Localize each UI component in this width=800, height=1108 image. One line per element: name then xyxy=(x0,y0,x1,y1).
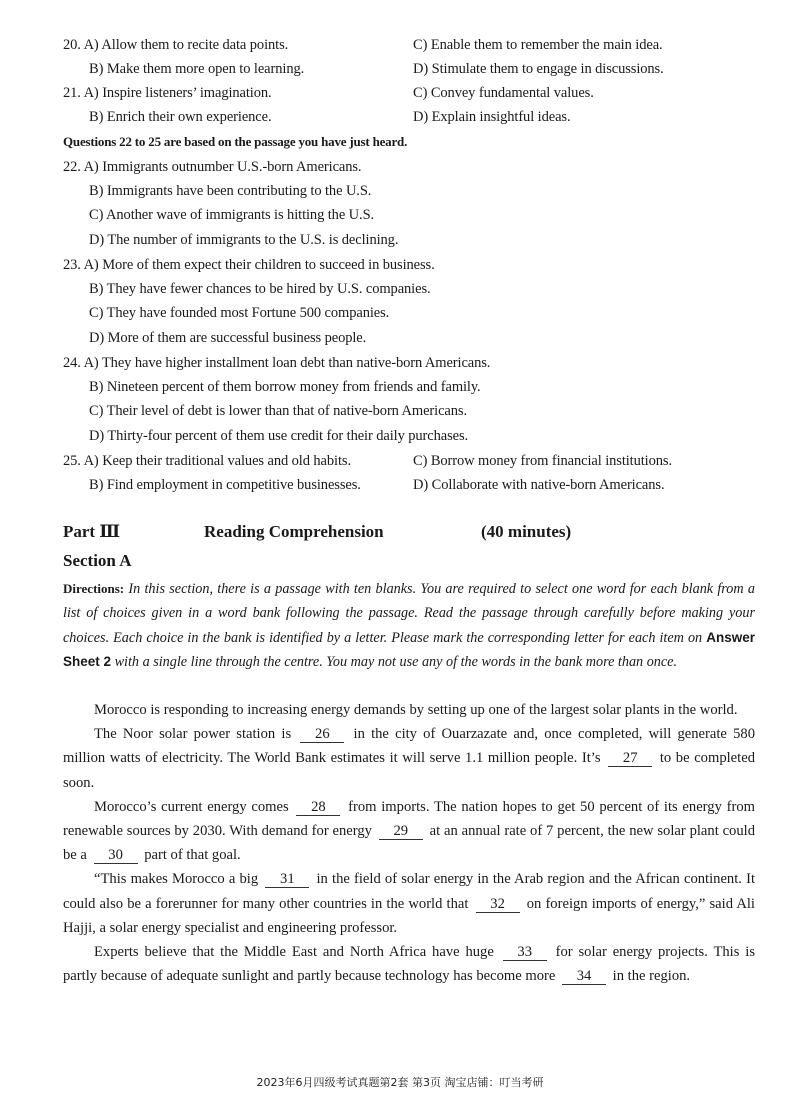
question-25-option-c: C) Borrow money from financial institutions. xyxy=(413,453,672,469)
blank-27: 27 xyxy=(608,751,652,767)
paragraph-1: Morocco is responding to increasing energy demands by setting up one of the largest solar plants in the world. xyxy=(94,702,738,718)
question-number: 20. xyxy=(63,37,81,53)
directions-label: Directions: xyxy=(63,581,125,596)
part-title: Reading Comprehension xyxy=(204,522,384,541)
question-22-option-d: D) The number of immigrants to the U.S. is declining. xyxy=(89,232,399,248)
blank-34: 34 xyxy=(562,969,606,985)
question-21-option-d: D) Explain insightful ideas. xyxy=(413,109,571,125)
question-23-option-a: 23. A) More of them expect their children to succeed in business. xyxy=(63,257,435,273)
question-25-option-d: D) Collaborate with native-born Americans. xyxy=(413,477,665,493)
question-21-option-a: 21. A) Inspire listeners’ imagination. xyxy=(63,85,272,101)
blank-32: 32 xyxy=(476,897,520,913)
blank-28: 28 xyxy=(296,800,340,816)
question-24-option-a: 24. A) They have higher installment loan debt than native-born Americans. xyxy=(63,355,491,371)
paragraph-3: Morocco’s current energy comes 28 from imports. The nation hopes to get 50 percent of its energy from renewable sources by 2030. With demand for energy 29 at an annual rate of 7 percent, the new solar plant could be a 30 part of that goal. xyxy=(63,798,755,864)
paragraph-4: “This makes Morocco a big 31 in the field of solar energy in the Arab region and the African continent. It could also be a forerunner for many other countries in the world that 32 on foreign imports of energy,” said Ali Hajji, a solar energy specialist and engineering professor. xyxy=(63,871,756,936)
directions: Directions: In this section, there is a passage with ten blanks. You are required to select one word for each blank from a list of choices given in a word bank following the passage. Read the passage through carefully before making your choices. Each choice in the bank is identified by a letter. Please mark the corresponding letter for each item on Answer Sheet 2 with a single line through the centre. You may not use any of the words in the bank more than once. xyxy=(63,581,755,671)
section-title: Section A xyxy=(63,551,132,570)
question-23-option-d: D) More of them are successful business people. xyxy=(89,330,367,346)
blank-29: 29 xyxy=(379,824,423,840)
part-time: (40 minutes) xyxy=(481,522,572,541)
part-label: Part Ⅲ xyxy=(63,522,121,541)
listening-note: Questions 22 to 25 are based on the passage you have just heard. xyxy=(63,134,408,149)
passage xyxy=(63,698,755,988)
question-22-option-b: B) Immigrants have been contributing to the U.S. xyxy=(89,183,372,199)
question-number: 21. xyxy=(63,85,81,101)
question-24-option-c: C) Their level of debt is lower than that of native-born Americans. xyxy=(89,403,467,419)
question-24-option-d: D) Thirty-four percent of them use credit for their daily purchases. xyxy=(89,428,469,444)
paragraph-2: The Noor solar power station is 26 in the city of Ouarzazate and, once completed, will generate 580 million watts of electricity. The World Bank estimates it will serve 1.1 million people. It’s 27 to be completed soon. xyxy=(63,726,755,791)
question-20-option-c: C) Enable them to remember the main idea. xyxy=(413,37,663,53)
question-25-option-b: B) Find employment in competitive businesses. xyxy=(89,477,361,493)
question-21-option-c: C) Convey fundamental values. xyxy=(413,85,594,101)
page-footer: 2023年6月四级考试真题第2套 第3页 淘宝店铺：叮当考研 xyxy=(256,1076,544,1089)
answer-sheet-label: Answer Sheet 2 xyxy=(63,629,755,670)
blank-31: 31 xyxy=(265,872,309,888)
question-20-option-b: B) Make them more open to learning. xyxy=(89,61,305,77)
question-23-option-c: C) They have founded most Fortune 500 companies. xyxy=(89,305,390,321)
question-23-option-b: B) They have fewer chances to be hired by U.S. companies. xyxy=(89,281,431,297)
question-25-option-a: 25. A) Keep their traditional values and old habits. xyxy=(63,453,351,469)
question-22-option-c: C) Another wave of immigrants is hitting the U.S. xyxy=(89,207,375,223)
question-22-option-a: 22. A) Immigrants outnumber U.S.-born Americans. xyxy=(63,159,362,175)
blank-30: 30 xyxy=(94,848,138,864)
question-21-option-b: B) Enrich their own experience. xyxy=(89,109,272,125)
question-20-option-d: D) Stimulate them to engage in discussions. xyxy=(413,61,664,77)
blank-33: 33 xyxy=(503,945,547,961)
question-24-option-b: B) Nineteen percent of them borrow money from friends and family. xyxy=(89,379,481,395)
question-20-option-a: 20. A) Allow them to recite data points. xyxy=(63,37,289,53)
paragraph-5: Experts believe that the Middle East and North Africa have huge 33 for solar energy projects. This is partly because of adequate sunlight and partly because technology has become more 34 in the region. xyxy=(63,944,755,985)
blank-26: 26 xyxy=(300,727,344,743)
